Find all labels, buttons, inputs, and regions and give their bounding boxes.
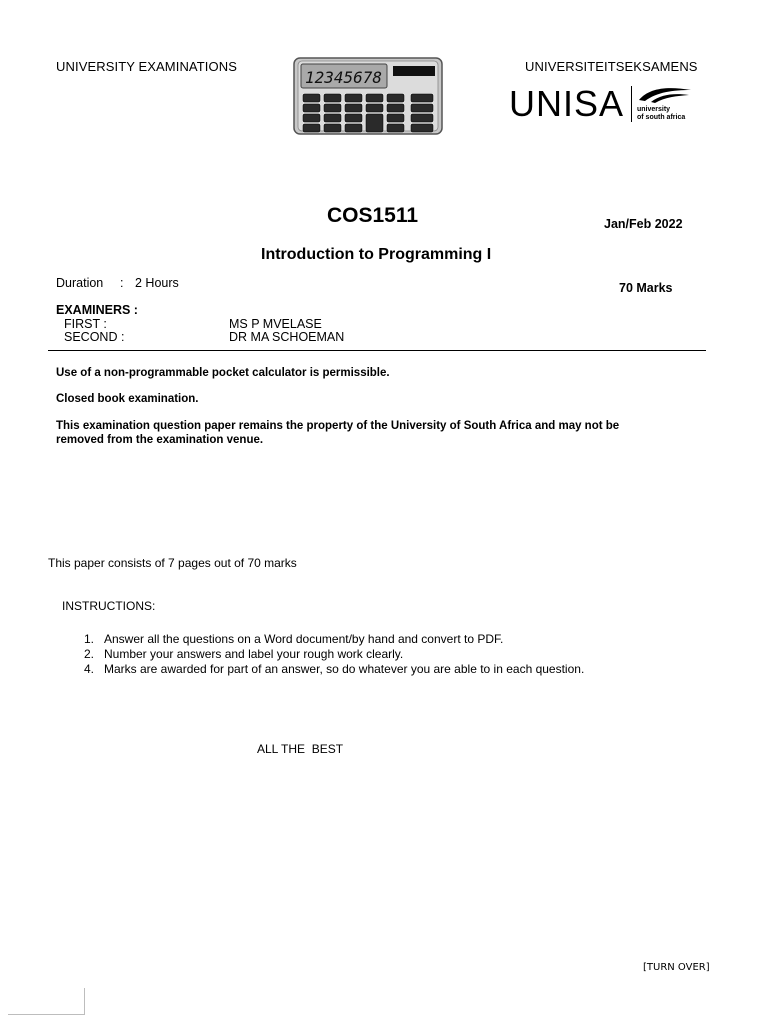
property-notice-line1: This examination question paper remains the property of the University of South Africa and may not be (56, 420, 620, 432)
list-item (84, 647, 584, 662)
second-examiner-label: SECOND : (64, 330, 125, 344)
turn-over-note: [TURN OVER] (643, 962, 710, 973)
list-item-number: 4. (84, 662, 95, 676)
unisa-logo-line1: university (637, 106, 671, 113)
instructions-heading: INSTRUCTIONS: (62, 599, 156, 613)
calculator-notice: Use of a non-programmable pocket calculator is permissible. (56, 367, 390, 379)
paper-info: This paper consists of 7 pages out of 70 marks (48, 556, 297, 570)
property-notice (56, 419, 706, 447)
first-examiner-name: MS P MVELASE (229, 317, 322, 331)
header-left-text: UNIVERSITY EXAMINATIONS (56, 59, 237, 74)
list-item-number: 2. (84, 647, 95, 661)
duration-label: Duration (56, 276, 104, 290)
list-item (84, 632, 584, 647)
examiners-heading: EXAMINERS : (56, 303, 138, 317)
exam-date: Jan/Feb 2022 (604, 217, 683, 231)
calculator-display-text: 12345678 (305, 68, 383, 87)
list-item-text: Number your answers and label your rough work clearly. (104, 647, 404, 661)
duration-separator: : (120, 276, 124, 290)
second-examiner-name: DR MA SCHOEMAN (229, 330, 345, 344)
unisa-logo-word: UNISA (509, 83, 625, 124)
property-notice-line2: removed from the examination venue. (56, 434, 264, 446)
header-right-text: UNIVERSITEITSEKSAMENS (525, 59, 698, 74)
unisa-logo (509, 84, 694, 126)
exam-title: Introduction to Programming I (261, 246, 492, 263)
unisa-swoosh-icon (637, 84, 693, 104)
unisa-logo-line2: of south africa (637, 114, 686, 121)
duration-value: 2 Hours (135, 276, 179, 290)
closed-book-notice: Closed book examination. (56, 393, 199, 405)
total-marks: 70 Marks (619, 281, 673, 295)
list-item-text: Marks are awarded for part of an answer, so do whatever you are able to in each question. (104, 662, 585, 676)
list-item (84, 662, 584, 677)
calculator-icon (293, 57, 443, 135)
list-item-number: 1. (84, 632, 95, 646)
logo-divider (631, 86, 632, 122)
list-item-text: Answer all the questions on a Word document/by hand and convert to PDF. (104, 632, 504, 646)
closing-message: ALL THE BEST (257, 742, 344, 756)
instructions-list (84, 632, 584, 677)
first-examiner-label: FIRST : (64, 317, 107, 331)
unisa-logo-tagline (637, 106, 685, 122)
header-divider (48, 350, 706, 351)
page-corner-mark (8, 988, 85, 1015)
course-code: COS1511 (327, 204, 419, 227)
